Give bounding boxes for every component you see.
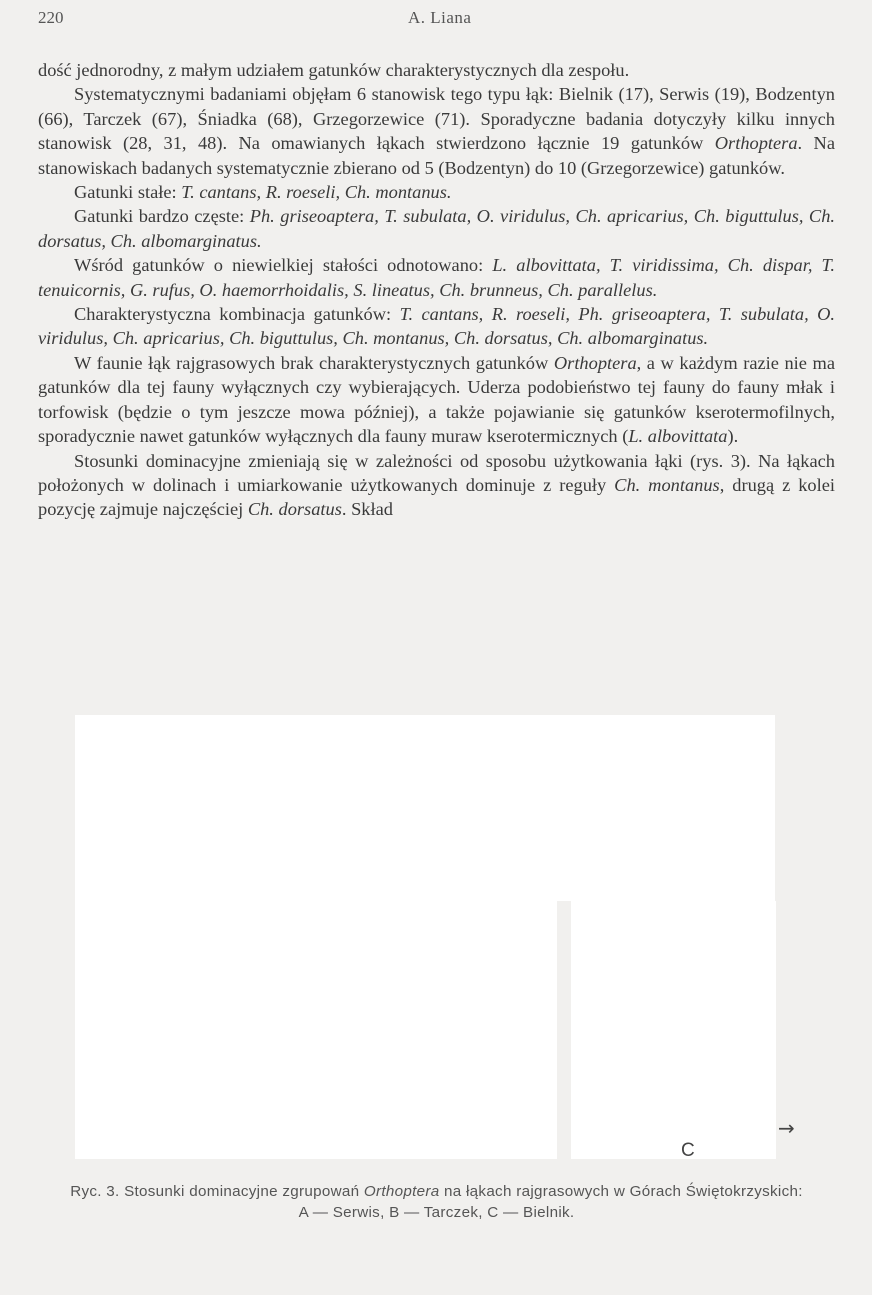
p7-text-mid: , a w każdym razie nie ma gatunków dla tej fauny wyłącznych czy wybierających. Uderza podobieństwo tej fauny do fauny młak i torfowisk (będzie o tym jeszcze mowa później), a także pojawianie się gatunków kserotermofilnych, sporadycznie nawet gatunków wyłącznych dla fauny muraw kserotermicznych (: [38, 352, 835, 447]
p7-text: W faunie łąk rajgrasowych brak charakterystycznych gatunków: [74, 352, 554, 373]
paragraph-5: [38, 253, 835, 302]
p2-text: Systematycznymi badaniami objęłam 6 stanowisk tego typu łąk: Bielnik (17), Serwis (19), Bodzentyn (66), Tarczek (67), Śniadka (68), Grzegorzewice (71). Sporadyczne badania dotyczyły kilku innych stanowisk (28, 31, 48). Na omawianych łąkach stwierdzono łącznie 19 gatunków: [38, 84, 835, 154]
paragraph-7: [38, 351, 835, 449]
p7-italic: Orthoptera: [553, 352, 637, 373]
caption-text-end: na łąkach rajgrasowych w Górach Świętokrzyskich:: [439, 1183, 803, 1200]
paragraph-8: [38, 449, 835, 522]
p3-label: Gatunki stałe:: [74, 182, 182, 203]
caption-line-2: A — Serwis, B — Tarczek, C — Bielnik.: [298, 1204, 575, 1221]
caption-italic: Orthoptera: [363, 1183, 440, 1200]
figure-caption: [38, 1181, 835, 1223]
p8-text-end: . Skład: [341, 499, 393, 520]
p7-text-end: ).: [727, 426, 739, 447]
p4-label: Gatunki bardzo częste:: [74, 206, 250, 227]
p5-label: Wśród gatunków o niewielkiej stałości odnotowano:: [74, 255, 493, 276]
page-number: 220: [38, 8, 64, 27]
paragraph-1: dość jednorodny, z małym udziałem gatunków charakterystycznych dla zespołu.: [38, 60, 630, 80]
paragraph-3: [38, 180, 835, 204]
paragraph-6: [38, 302, 835, 351]
p4-species: Ph. griseoaptera, T. subulata, O. viridulus, Ch. apricarius, Ch. biguttulus, Ch. dorsatus, Ch. albomarginatus.: [38, 206, 835, 251]
p6-label: Charakterystyczna kombinacja gatunków:: [74, 304, 400, 325]
p7-species: L. albovittata: [628, 426, 728, 447]
p6-species: T. cantans, R. roeseli, Ph. griseoaptera, T. subulata, O. viridulus, Ch. apricarius, Ch. biguttulus, Ch. montanus, Ch. dorsatus, Ch. albomarginatus.: [38, 304, 835, 349]
p2-text-end: . Na stanowiskach badanych systematycznie zbierano od 5 (Bodzentyn) do 10 (Grzegorzewice) gatunków.: [38, 133, 836, 178]
p8-text-mid: , drugą z kolei pozycję zajmuje najczęściej: [38, 474, 835, 520]
running-head: A. Liana: [408, 8, 472, 27]
arrow-right-icon: →: [778, 1116, 795, 1140]
p8-species-1: Ch. montanus: [614, 474, 720, 495]
figure-3: [70, 715, 776, 1160]
p5-species: L. albovittata, T. viridissima, Ch. dispar, T. tenuicornis, G. rufus, O. haemorrhoidalis, S. lineatus, Ch. brunneus, Ch. parallelus.: [38, 255, 835, 300]
caption-text: Ryc. 3. Stosunki dominacyjne zgrupowań: [70, 1183, 364, 1200]
caption-line-1: [38, 1181, 835, 1202]
page-header: [38, 8, 848, 34]
figure-panel-label: C: [681, 1140, 695, 1161]
p3-species: T. cantans, R. roeseli, Ch. montanus.: [181, 182, 452, 203]
figure-panel-gap: [557, 901, 571, 1159]
paragraph-4: [38, 204, 835, 253]
paragraph-2: [38, 82, 835, 180]
body-text: [38, 58, 835, 522]
figure-panel-c: [580, 901, 776, 1159]
p8-text: Stosunki dominacyjne zmieniają się w zależności od sposobu użytkowania łąki (rys. 3). Na łąkach położonych w dolinach i umiarkowanie użytkowanych dominuje z reguły: [38, 450, 835, 495]
p8-species-2: Ch. dorsatus: [247, 499, 342, 520]
p2-italic: Orthoptera: [714, 133, 798, 154]
